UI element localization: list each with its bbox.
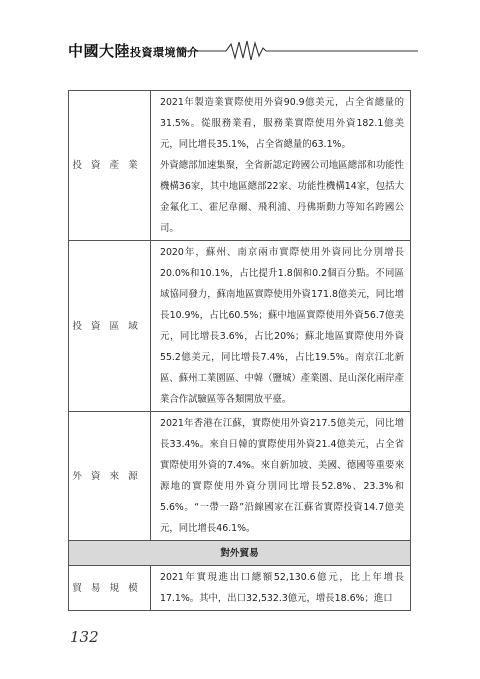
header-title-main: 中國大陸 [68, 42, 131, 60]
section-row [69, 541, 411, 566]
table-row [69, 241, 411, 412]
content-paragraph: 2021年香港在江蘇，實際使用外資217.5億美元，同比增長33.4%。來自日韓的實際使用外資21.4億美元，占全省實際使用外資的7.4%。來自新加坡、美國、德國等重要來源地的實際使用外資分別同比增長52.8%、23.3%和5.6%。“一帶一路”沿線國家在江蘇省實際投資14.7億美元，同比增長46.1%。 [160, 418, 404, 534]
row-content [151, 566, 411, 611]
row-label: 貿易規模 [69, 566, 151, 611]
content-paragraph: 外資總部加速集聚，全省新認定跨國公司地區總部和功能性機構36家，其中地區總部22家、功能性機構14家，包括大金氟化工、霍尼韋爾、飛利浦、丹佛斯動力等知名跨國公司。 [160, 160, 404, 234]
investment-table [68, 90, 411, 611]
table-row [69, 566, 411, 611]
content-paragraph: 2021年製造業實際使用外資90.9億美元，占全省總量的31.5%。從服務業看，服務業實際使用外資182.1億美元，同比增長35.1%，占全省總量的63.1%。 [160, 97, 404, 150]
row-label: 外資來源 [69, 412, 151, 541]
page-number: 132 [70, 628, 99, 646]
section-heading: 對外貿易 [69, 541, 411, 566]
page-header [68, 36, 418, 62]
row-label: 投資區域 [69, 241, 151, 412]
table-row [69, 91, 411, 241]
header-title [68, 40, 199, 61]
row-content [151, 241, 411, 412]
row-content [151, 91, 411, 241]
table-row [69, 412, 411, 541]
content-paragraph: 2021年實現進出口總額52,130.6億元，比上年增長17.1%。其中，出口32,532.3億元，增長18.6%；進口 [160, 572, 404, 604]
header-title-sub: 投資環境簡介 [130, 46, 200, 59]
content-paragraph: 2020年，蘇州、南京兩市實際使用外資同比分別增長20.0%和10.1%，占比提升1.8個和0.2個百分點。不同區域協同發力，蘇南地區實際使用外資171.8億美元，同比增長10.9%，占比60.5%；蘇中地區實際使用外資56.7億美元，同比增長3.6%，占比20%；蘇北地區實際使用外資55.2億美元，同比增長7.4%，占比19.5%。南京江北新區、蘇州工業園區、中韓（鹽城）產業園、昆山深化兩岸產業合作試驗區等各類開放平臺。 [160, 247, 404, 405]
row-content [151, 412, 411, 541]
row-label: 投資產業 [69, 91, 151, 241]
